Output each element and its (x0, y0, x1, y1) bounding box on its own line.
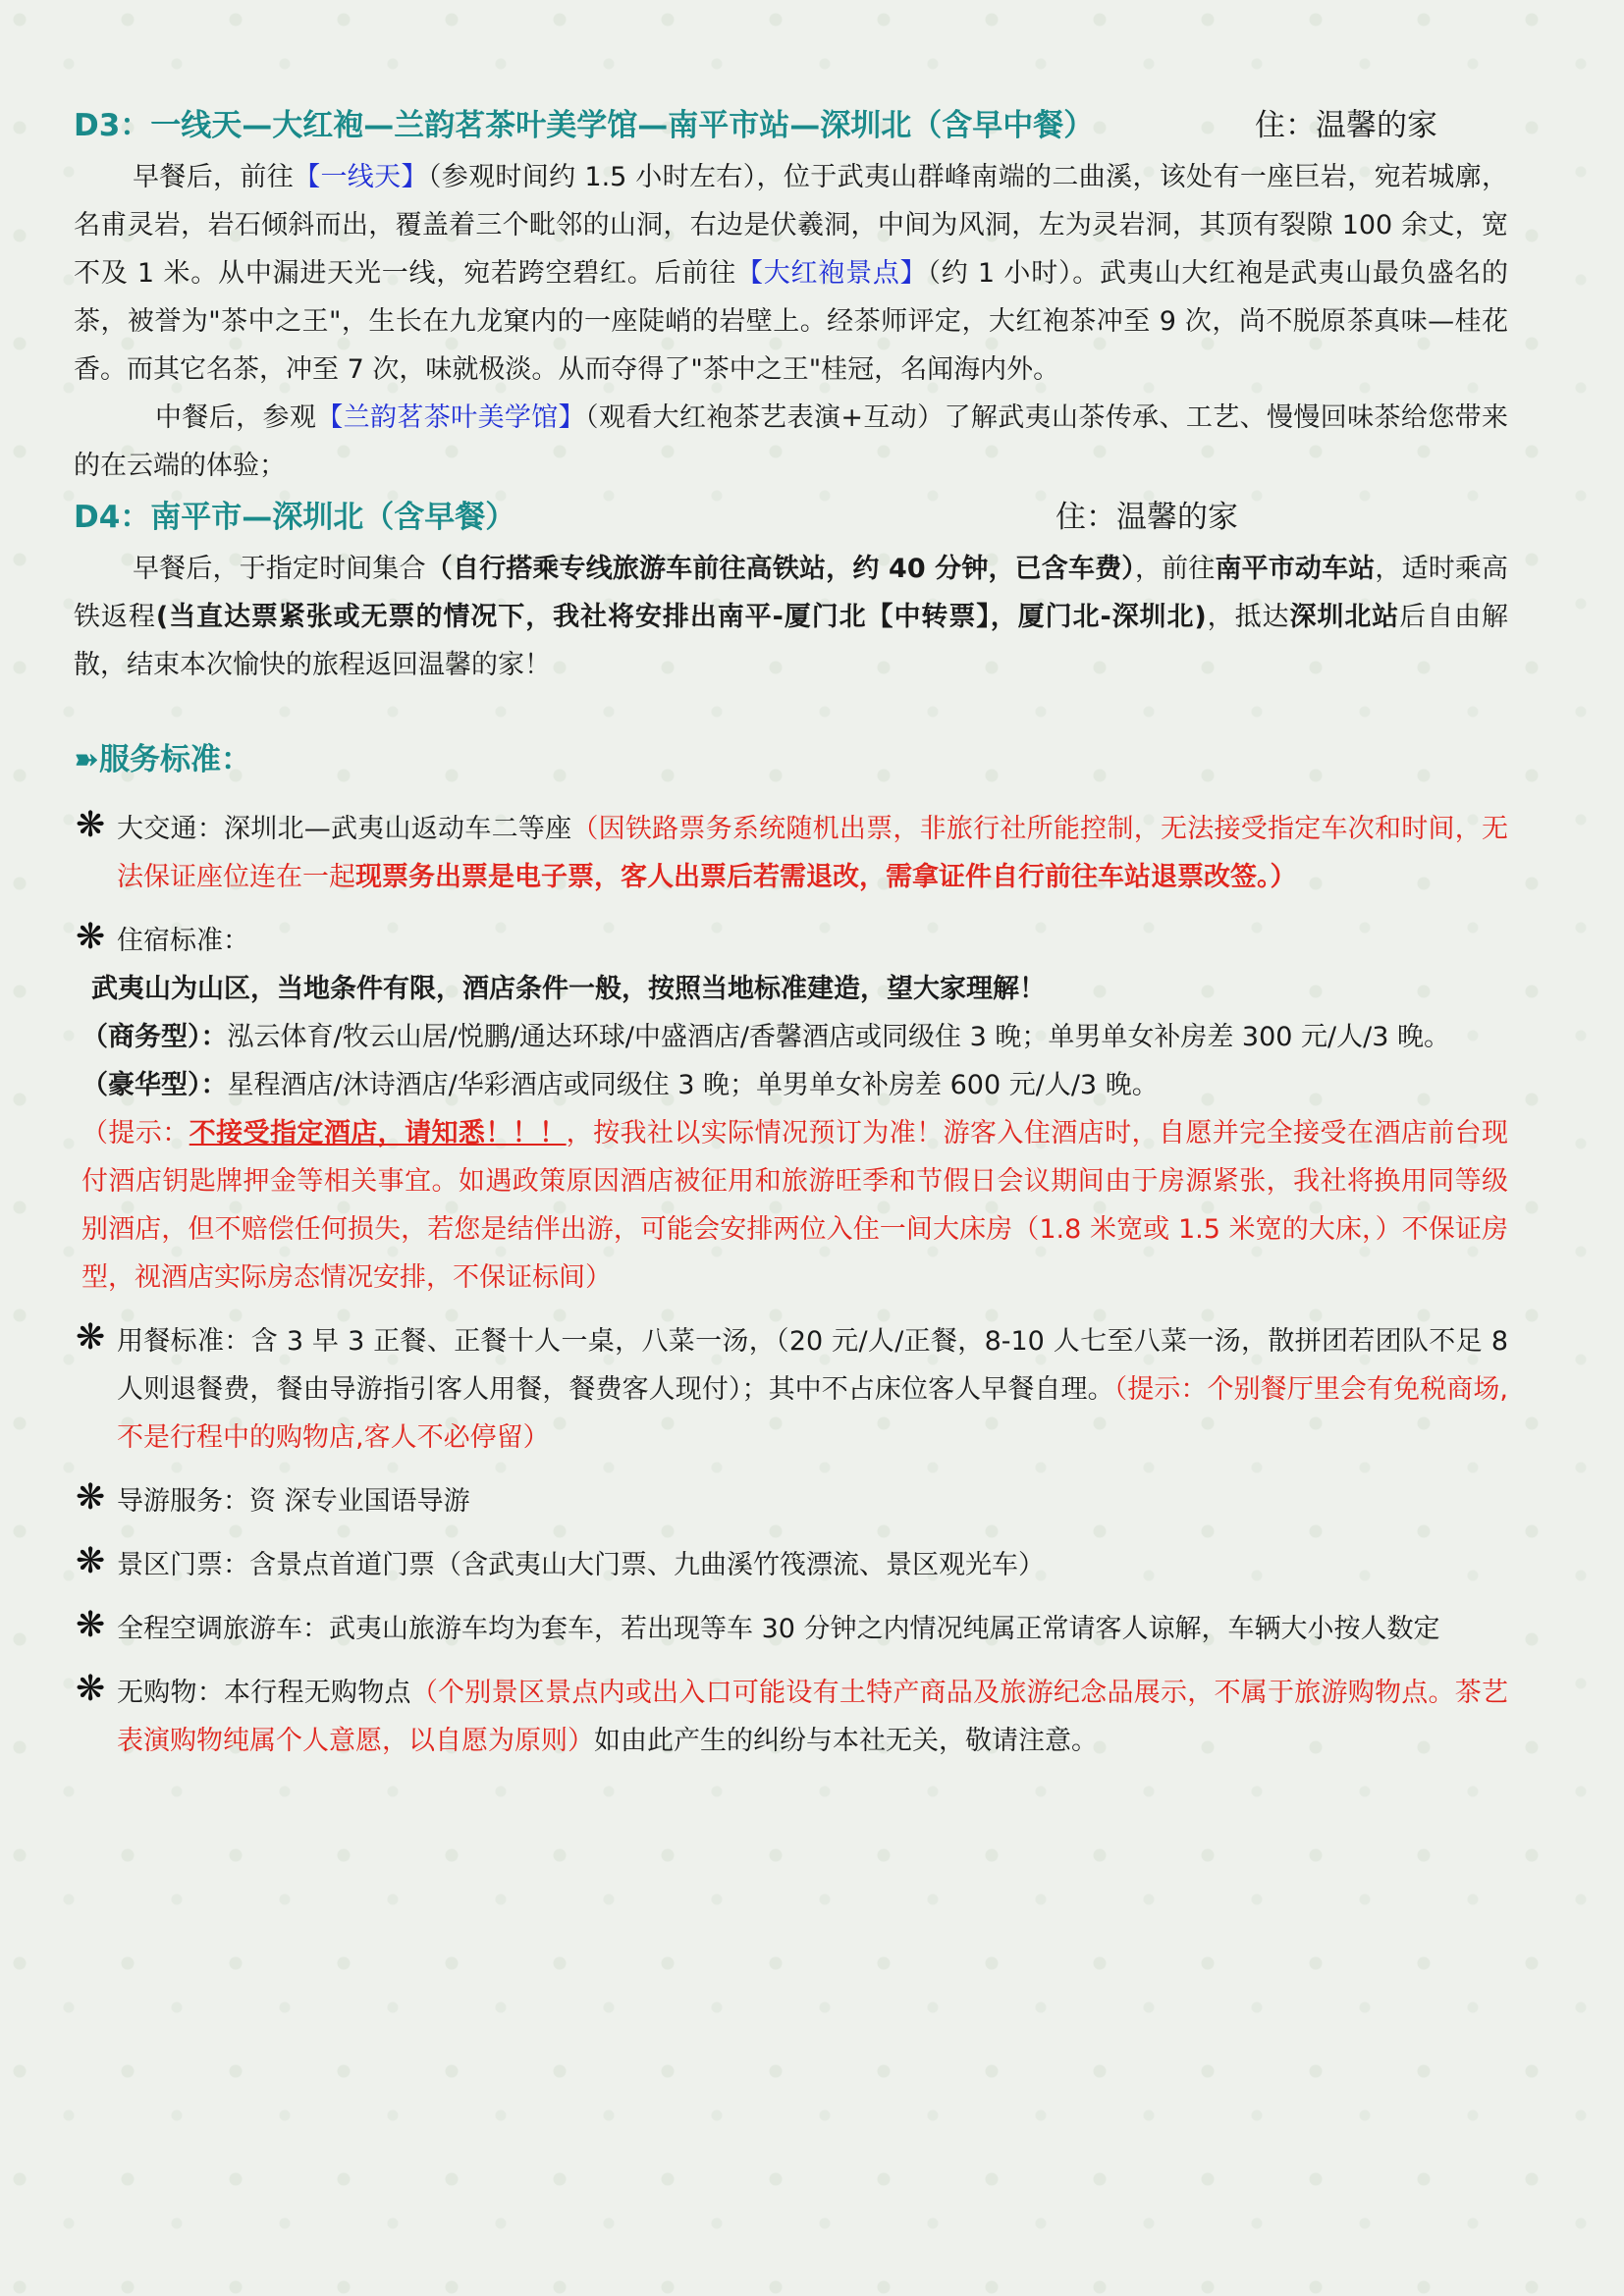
ticket-item: ❋ 景区门票：含景点首道门票（含武夷山大门票、九曲溪竹筏漂流、景区观光车） (74, 1541, 1508, 1589)
day3-accommodation: 住：温馨的家 (1255, 108, 1437, 143)
service-standard-title: ➽服务标准： (74, 742, 251, 777)
hotel-item: ❋ 住宿标准： (74, 917, 1508, 965)
meal-item: ❋ 用餐标准：含 3 早 3 正餐、正餐十人一桌，八菜一汤，（20 元/人/正餐，8-10 人七至八菜一汤，散拼团若团队不足 8 人则退餐费，餐由导游指引客人用餐，餐费客人现付）；其中不占床位客人早餐自理。（提示：个别餐厅里会有免税商场,不是行程中的购物店,客人不必停留） (74, 1317, 1508, 1462)
guide-item: ❋ 导游服务：资 深专业国语导游 (74, 1477, 1508, 1525)
hotel-tip: （提示：不接受指定酒店，请知悉！！！，按我社以实际情况预订为准！游客入住酒店时，自愿并完全接受在酒店前台现付酒店钥匙牌押金等相关事宜。如遇政策原因酒店被征用和旅游旺季和节假日会议期间由于房源紧张，我社将换用同等级别酒店，但不赔偿任何损失，若您是结伴出游，可能会安排两位入住一间大床房（1.8 米宽或 1.5 米宽的大床，）不保证房型，视酒店实际房态情况安排，不保证标间） (81, 1118, 1509, 1293)
asterisk-bullet-icon: ❋ (76, 805, 106, 845)
day3-header (74, 98, 1508, 153)
day4-header (74, 490, 1508, 545)
asterisk-bullet-icon: ❋ (76, 1477, 106, 1518)
tea-museum-link: 【兰韵茗茶叶美学馆】 (316, 402, 586, 433)
transport-item: ❋ 大交通：深圳北—武夷山返动车二等座（因铁路票务系统随机出票，非旅行社所能控制，无法接受指定车次和时间，无法保证座位连在一起现票务出票是电子票，客人出票后若需退改，需拿证件自行前往车站退票改签。） (74, 805, 1508, 901)
day4-title: D4：南平市—深圳北（含早餐） (74, 500, 516, 535)
asterisk-bullet-icon: ❋ (76, 1669, 106, 1709)
day4-paragraph: 早餐后，于指定时间集合（自行搭乘专线旅游车前往高铁站，约 40 分钟，已含车费），前往南平市动车站，适时乘高铁返程(当直达票紧张或无票的情况下，我社将安排出南平-厦门北【中转票】，厦门北-深圳北)，抵达深圳北站后自由解散，结束本次愉快的旅程返回温馨的家！ (74, 554, 1509, 680)
asterisk-bullet-icon: ❋ (76, 1541, 106, 1581)
hotel-business: （商务型）：泓云体育/牧云山居/悦鹏/通达环球/中盛酒店/香馨酒店或同级住 3 晚；单男单女补房差 300 元/人/3 晚。 (81, 1022, 1450, 1052)
shopping-item: ❋ 无购物：本行程无购物点（个别景区景点内或出入口可能设有土特产商品及旅游纪念品展示，不属于旅游购物点。茶艺表演购物纯属个人意愿，以自愿为原则）如由此产生的纠纷与本社无关，敬请注意。 (74, 1669, 1508, 1765)
asterisk-bullet-icon: ❋ (76, 917, 106, 957)
hotel-luxury: （豪华型）：星程酒店/沐诗酒店/华彩酒店或同级住 3 晚；单男单女补房差 600 元/人/3 晚。 (81, 1070, 1159, 1100)
bus-item: ❋ 全程空调旅游车：武夷山旅游车均为套车，若出现等车 30 分钟之内情况纯属正常请客人谅解，车辆大小按人数定 (74, 1605, 1508, 1653)
day4-accommodation: 住：温馨的家 (1056, 500, 1238, 535)
yixiantian-link: 【一线天】 (294, 162, 428, 192)
day3-afternoon-paragraph: 中餐后，参观【兰韵茗茶叶美学馆】（观看大红袍茶艺表演+互动）了解武夷山茶传承、工艺、慢慢回味茶给您带来的在云端的体验； (74, 402, 1509, 481)
asterisk-bullet-icon: ❋ (76, 1317, 106, 1358)
day3-title: D3：一线天—大红袍—兰韵茗茶叶美学馆—南平市站—深圳北（含早中餐） (74, 108, 1095, 143)
dahongpao-link: 【大红袍景点】 (735, 258, 928, 289)
day3-morning-paragraph: 早餐后，前往【一线天】（参观时间约 1.5 小时左右），位于武夷山群峰南端的二曲溪，该处有一座巨岩，宛若城廓，名甫灵岩，岩石倾斜而出，覆盖着三个毗邻的山洞，右边是伏羲洞，中间为风洞，左为灵岩洞，其顶有裂隙 100 余丈，宽不及 1 米。从中漏进天光一线，宛若跨空碧红。后前往【大红袍景点】（约 1 小时）。武夷山大红袍是武夷山最负盛名的茶，被誉为"茶中之王"，生长在九龙窠内的一座陡峭的岩壁上。经茶师评定，大红袍茶冲至 9 次，尚不脱原茶真味—桂花香。而其它名茶，冲至 7 次，味就极淡。从而夺得了"茶中之王"桂冠，名闻海内外。 (74, 162, 1509, 385)
hotel-note: 武夷山为山区，当地条件有限，酒店条件一般，按照当地标准建造，望大家理解！ (91, 974, 1046, 1004)
asterisk-bullet-icon: ❋ (76, 1605, 106, 1645)
